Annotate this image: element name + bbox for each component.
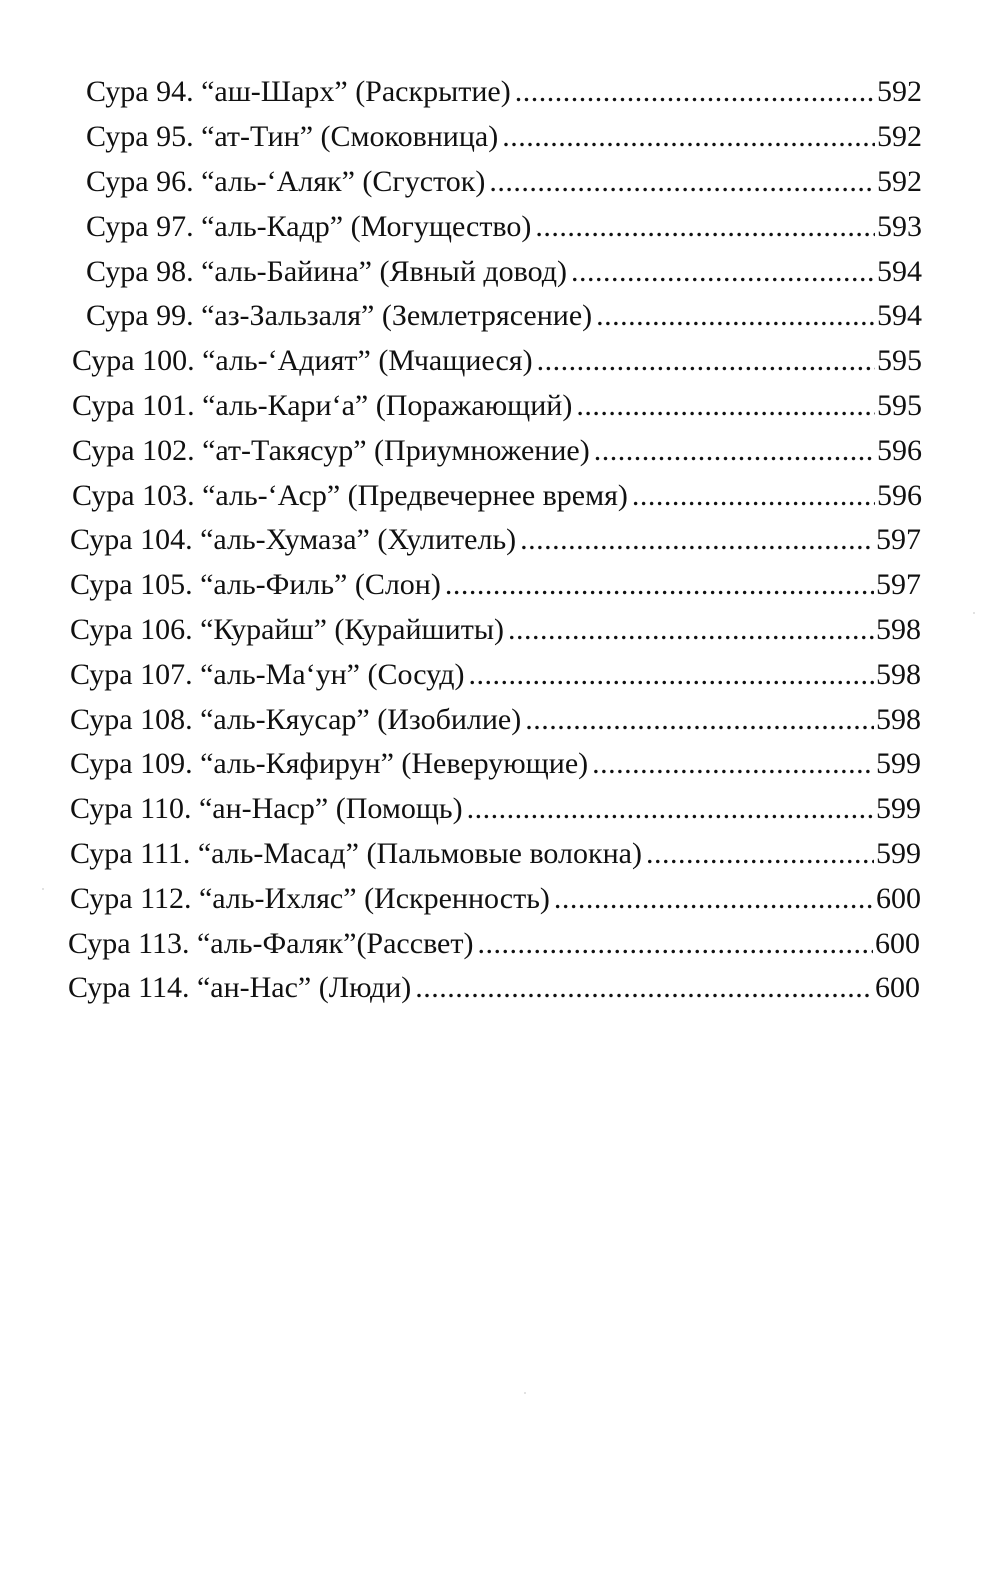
toc-entry-title: Сура 114. “ан-Нас” (Люди) <box>68 971 412 1005</box>
scan-speck <box>524 1392 526 1394</box>
toc-entry-page-number: 599 <box>876 836 921 870</box>
dot-leader <box>500 122 875 152</box>
toc-entry-title: Сура 110. “ан-Наср” (Помощь) <box>70 792 463 826</box>
toc-entry-page-number: 598 <box>876 657 921 691</box>
dot-leader <box>574 391 875 421</box>
toc-entry-page-number: 592 <box>877 164 922 198</box>
dot-leader <box>487 167 875 197</box>
toc-entry-page-number: 597 <box>876 568 921 602</box>
toc-entry-page-number: 592 <box>877 120 922 154</box>
dot-leader <box>533 212 875 242</box>
scan-speck <box>42 888 44 890</box>
toc-entry-title: Сура 105. “аль-Филь” (Слон) <box>70 568 441 602</box>
dot-leader <box>513 77 875 107</box>
dot-leader <box>594 301 875 331</box>
toc-entry-page-number: 600 <box>875 971 920 1005</box>
dot-leader <box>630 481 875 511</box>
scan-speck <box>973 612 975 614</box>
toc-entry-title: Сура 99. “аз-Зальзаля” (Землетрясение) <box>86 299 593 333</box>
toc-entry-page-number: 598 <box>876 702 921 736</box>
toc-entry-title: Сура 96. “аль-‘Аляк” (Сгусток) <box>86 164 486 198</box>
toc-entry-sura-113 <box>0 921 920 966</box>
toc-entry-sura-109 <box>0 742 921 787</box>
toc-entry-sura-102 <box>0 428 922 473</box>
dot-leader <box>443 570 874 600</box>
toc-entry-page-number: 594 <box>877 254 922 288</box>
toc-entry-title: Сура 113. “аль-Фаляк”(Рассвет) <box>68 926 474 960</box>
toc-entry-title: Сура 104. “аль-Хумаза” (Хулитель) <box>70 523 517 557</box>
toc-entry-title: Сура 108. “аль-Кяусар” (Изобилие) <box>70 702 522 736</box>
toc-entry-page-number: 593 <box>877 209 922 243</box>
dot-leader <box>413 973 873 1003</box>
dot-leader <box>523 705 874 735</box>
toc-entry-sura-99 <box>0 294 922 339</box>
toc-entry-page-number: 600 <box>876 881 921 915</box>
toc-entry-page-number: 597 <box>876 523 921 557</box>
toc-entry-title: Сура 112. “аль-Ихляс” (Искренность) <box>70 881 550 915</box>
dot-leader <box>644 839 874 869</box>
toc-entry-sura-95 <box>0 115 922 160</box>
toc-entry-sura-106 <box>0 608 921 653</box>
table-of-contents <box>0 70 1000 1011</box>
toc-entry-page-number: 595 <box>877 388 922 422</box>
toc-entry-title: Сура 102. “ат-Такясур” (Приумножение) <box>72 433 590 467</box>
toc-entry-title: Сура 94. “аш-Шарх” (Раскрытие) <box>86 75 511 109</box>
toc-entry-sura-105 <box>0 563 921 608</box>
dot-leader <box>569 257 875 287</box>
dot-leader <box>518 525 874 555</box>
toc-entry-sura-114 <box>0 966 920 1011</box>
toc-entry-title: Сура 95. “ат-Тин” (Смоковница) <box>86 120 499 154</box>
toc-entry-title: Сура 106. “Курайш” (Курайшиты) <box>70 612 504 646</box>
dot-leader <box>552 884 874 914</box>
toc-entry-sura-96 <box>0 160 922 205</box>
toc-entry-title: Сура 98. “аль-Байина” (Явный довод) <box>86 254 567 288</box>
toc-entry-title: Сура 107. “аль-Ма‘ун” (Сосуд) <box>70 657 465 691</box>
toc-entry-page-number: 592 <box>877 75 922 109</box>
toc-entry-title: Сура 100. “аль-‘Адият” (Мчащиеся) <box>72 344 533 378</box>
toc-entry-sura-101 <box>0 384 922 429</box>
toc-entry-title: Сура 109. “аль-Кяфирун” (Неверующие) <box>70 747 589 781</box>
toc-entry-sura-112 <box>0 876 921 921</box>
toc-entry-sura-98 <box>0 249 922 294</box>
toc-entry-page-number: 599 <box>876 792 921 826</box>
toc-entry-sura-110 <box>0 787 921 832</box>
toc-entry-page-number: 599 <box>876 747 921 781</box>
dot-leader <box>465 794 874 824</box>
dot-leader <box>506 615 874 645</box>
toc-entry-page-number: 596 <box>877 433 922 467</box>
toc-entry-sura-94 <box>0 70 922 115</box>
toc-entry-sura-103 <box>0 473 922 518</box>
toc-entry-sura-104 <box>0 518 921 563</box>
toc-entry-sura-111 <box>0 832 921 877</box>
toc-entry-sura-100 <box>0 339 922 384</box>
dot-leader <box>467 660 875 690</box>
toc-entry-title: Сура 103. “аль-‘Аср” (Предвечернее время) <box>72 478 628 512</box>
toc-entry-page-number: 598 <box>876 612 921 646</box>
toc-entry-page-number: 596 <box>877 478 922 512</box>
dot-leader <box>535 346 875 376</box>
toc-entry-title: Сура 111. “аль-Масад” (Пальмовые волокна) <box>70 836 642 870</box>
dot-leader <box>592 436 875 466</box>
toc-entry-page-number: 600 <box>875 926 920 960</box>
toc-entry-page-number: 594 <box>877 299 922 333</box>
dot-leader <box>590 749 874 779</box>
toc-entry-sura-97 <box>0 204 922 249</box>
toc-entry-page-number: 595 <box>877 344 922 378</box>
toc-entry-sura-107 <box>0 652 921 697</box>
dot-leader <box>475 929 873 959</box>
toc-entry-title: Сура 101. “аль-Кари‘а” (Поражающий) <box>72 388 573 422</box>
toc-entry-title: Сура 97. “аль-Кадр” (Могущество) <box>86 209 532 243</box>
toc-entry-sura-108 <box>0 697 921 742</box>
